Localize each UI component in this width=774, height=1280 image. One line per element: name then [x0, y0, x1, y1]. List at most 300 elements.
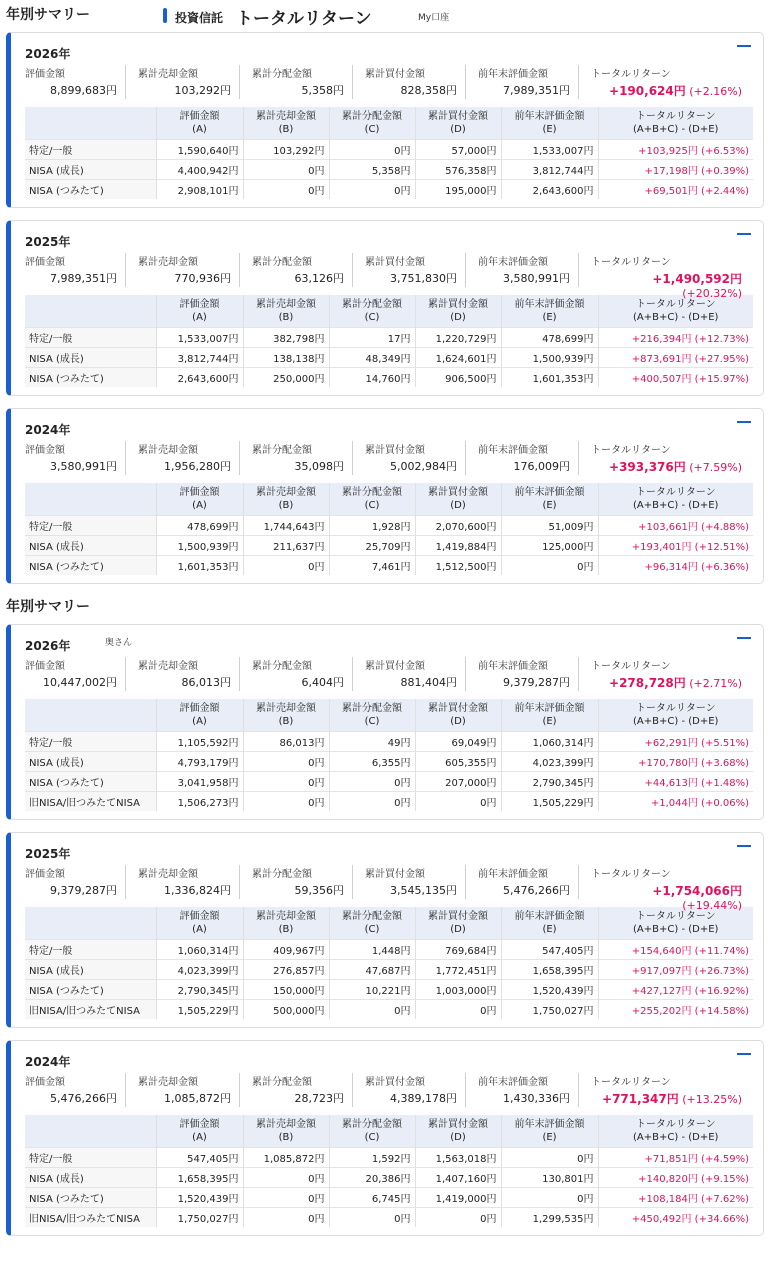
- summary-label: 累計買付金額: [365, 1077, 425, 1088]
- total-return-value: [591, 458, 742, 475]
- column-header-sub: (C): [364, 499, 380, 511]
- summary-value: 35,098円: [294, 460, 344, 473]
- column-header-sub: (D): [450, 499, 466, 511]
- column-header: [25, 107, 156, 139]
- total-return-cell: +44,613円 (+1.48%): [598, 771, 753, 791]
- column-header-title: 累計売却金額: [256, 702, 316, 714]
- amount-cell: 1,750,027円: [501, 999, 598, 1019]
- amount-cell: 0円: [329, 771, 415, 791]
- summary-item: [125, 865, 239, 899]
- column-header: [598, 1115, 753, 1147]
- amount-cell: 906,500円: [415, 367, 501, 387]
- amount-cell: 207,000円: [415, 771, 501, 791]
- table-row: [25, 1167, 753, 1187]
- summary-value: 63,126円: [294, 272, 344, 285]
- column-header: [25, 483, 156, 515]
- amount-cell: 1,520,439円: [156, 1187, 243, 1207]
- account-type-cell: 特定/一般: [25, 327, 156, 347]
- summary-value: 8,899,683円: [50, 84, 117, 97]
- summary-label: 累計売却金額: [138, 69, 198, 80]
- summary-item: [239, 865, 352, 899]
- amount-cell: 576,358円: [415, 159, 501, 179]
- amount-cell: 276,857円: [243, 959, 329, 979]
- total-return-cell: +69,501円 (+2.44%): [598, 179, 753, 199]
- year-label: 2025年: [25, 235, 71, 249]
- column-header: [415, 907, 501, 939]
- column-header: [156, 1115, 243, 1147]
- breakdown-table: [25, 295, 753, 387]
- amount-cell: 1,563,018円: [415, 1147, 501, 1167]
- column-header-title: 評価金額: [179, 486, 220, 498]
- summary-row: [25, 1073, 751, 1107]
- amount-cell: 1,003,000円: [415, 979, 501, 999]
- account-type-cell: 特定/一般: [25, 515, 156, 535]
- card-header: [25, 41, 751, 63]
- table-row: [25, 515, 753, 535]
- page-header: [0, 0, 774, 32]
- amount-cell: 2,790,345円: [156, 979, 243, 999]
- amount-cell: 1,505,229円: [501, 791, 598, 811]
- amount-cell: 17円: [329, 327, 415, 347]
- total-return-cell: +450,492円 (+34.66%): [598, 1207, 753, 1227]
- column-header-title: 前年末評価金額: [514, 910, 585, 922]
- summary-label: トータルリターン: [591, 661, 671, 672]
- amount-cell: 49円: [329, 731, 415, 751]
- summary-label: トータルリターン: [591, 869, 671, 880]
- account-type-cell: 特定/一般: [25, 939, 156, 959]
- total-return-cell: +103,925円 (+6.53%): [598, 139, 753, 159]
- column-header-sub: (C): [364, 1131, 380, 1143]
- total-return-cell: +17,198円 (+0.39%): [598, 159, 753, 179]
- amount-cell: 0円: [501, 555, 598, 575]
- amount-cell: 4,023,399円: [156, 959, 243, 979]
- breakdown-table: [25, 1115, 753, 1227]
- summary-item: [125, 657, 239, 691]
- summary-row: [25, 65, 751, 99]
- column-header-title: 前年末評価金額: [514, 110, 585, 122]
- summary-item: [352, 1073, 465, 1107]
- amount-cell: 20,386円: [329, 1167, 415, 1187]
- amount-cell: 1,624,601円: [415, 347, 501, 367]
- account-type-cell: NISA (成長): [25, 959, 156, 979]
- amount-cell: 0円: [415, 791, 501, 811]
- total-return-value: [591, 270, 742, 300]
- column-header-title: 評価金額: [179, 702, 220, 714]
- amount-cell: 2,790,345円: [501, 771, 598, 791]
- total-return-amount: +771,347円: [602, 1092, 679, 1106]
- summary-label: 前年末評価金額: [478, 869, 548, 880]
- amount-cell: 2,070,600円: [415, 515, 501, 535]
- table-row: [25, 535, 753, 555]
- summary-label: 累計買付金額: [365, 257, 425, 268]
- total-return-cell: +96,314円 (+6.36%): [598, 555, 753, 575]
- total-return-amount: +393,376円: [609, 460, 686, 474]
- amount-cell: 6,355円: [329, 751, 415, 771]
- total-return-percent: (+20.32%): [682, 287, 742, 300]
- table-row: [25, 139, 753, 159]
- column-header-sub: (B): [278, 715, 294, 727]
- summary-item: [239, 1073, 352, 1107]
- table-row: [25, 959, 753, 979]
- summary-item: [125, 441, 239, 475]
- column-header-sub: (C): [364, 123, 380, 135]
- account-type-cell: NISA (成長): [25, 1167, 156, 1187]
- table-header-row: [25, 699, 753, 731]
- total-return-value: [591, 674, 742, 691]
- column-header: [329, 907, 415, 939]
- column-header-title: トータルリターン: [635, 298, 716, 310]
- column-header-title: 評価金額: [179, 1118, 220, 1130]
- amount-cell: 0円: [415, 1207, 501, 1227]
- summary-label: 累計売却金額: [138, 869, 198, 880]
- summary-label: 評価金額: [25, 69, 65, 80]
- summary-label: 累計買付金額: [365, 869, 425, 880]
- summary-value: 828,358円: [400, 84, 457, 97]
- amount-cell: 10,221円: [329, 979, 415, 999]
- summary-item: [239, 441, 352, 475]
- table-row: [25, 367, 753, 387]
- summary-value: 3,580,991円: [50, 460, 117, 473]
- summary-item: [352, 441, 465, 475]
- amount-cell: 250,000円: [243, 367, 329, 387]
- summary-item: [578, 65, 750, 99]
- summary-value: 881,404円: [400, 676, 457, 689]
- column-header-title: 累計分配金額: [342, 298, 402, 310]
- amount-cell: 3,812,744円: [501, 159, 598, 179]
- column-header: [156, 295, 243, 327]
- column-header-title: 累計売却金額: [256, 486, 316, 498]
- column-header-sub: (A): [192, 123, 207, 135]
- column-header-sub: (A): [192, 715, 207, 727]
- amount-cell: 0円: [329, 791, 415, 811]
- column-header-title: 累計分配金額: [342, 910, 402, 922]
- summary-item: [239, 253, 352, 287]
- summary-value: 770,936円: [174, 272, 231, 285]
- amount-cell: 1,299,535円: [501, 1207, 598, 1227]
- amount-cell: 48,349円: [329, 347, 415, 367]
- table-row: [25, 327, 753, 347]
- account-label: My口座: [418, 13, 450, 23]
- column-header: [598, 483, 753, 515]
- amount-cell: 14,760円: [329, 367, 415, 387]
- column-header-sub: (A+B+C) - (D+E): [633, 123, 719, 135]
- collapse-icon[interactable]: [737, 233, 751, 235]
- amount-cell: 0円: [243, 1207, 329, 1227]
- account-type-cell: 特定/一般: [25, 139, 156, 159]
- year-label: 2026年: [25, 47, 71, 61]
- column-header-sub: (D): [450, 923, 466, 935]
- section-title-2: 年別サマリー: [6, 599, 90, 615]
- column-header-title: 累計分配金額: [342, 110, 402, 122]
- amount-cell: 1,533,007円: [156, 327, 243, 347]
- table-header-row: [25, 107, 753, 139]
- card-header: [25, 841, 751, 863]
- summary-item: [125, 65, 239, 99]
- summary-value: 59,356円: [294, 884, 344, 897]
- tab-investment-trust[interactable]: 投資信託: [175, 11, 224, 25]
- column-header-sub: (B): [278, 1131, 294, 1143]
- total-return-amount: +278,728円: [609, 676, 686, 690]
- column-header-title: 累計売却金額: [256, 110, 316, 122]
- amount-cell: 1,419,884円: [415, 535, 501, 555]
- summary-label: 累計分配金額: [252, 1077, 312, 1088]
- total-return-amount: +190,624円: [609, 84, 686, 98]
- amount-cell: 1,772,451円: [415, 959, 501, 979]
- summary-value: 5,358円: [301, 84, 344, 97]
- amount-cell: 1,448円: [329, 939, 415, 959]
- breakdown-table: [25, 107, 753, 199]
- table-row: [25, 979, 753, 999]
- amount-cell: 4,023,399円: [501, 751, 598, 771]
- summary-value: 10,447,002円: [43, 676, 117, 689]
- amount-cell: 1,407,160円: [415, 1167, 501, 1187]
- summary-value: 1,430,336円: [503, 1092, 570, 1105]
- column-header-title: 前年末評価金額: [514, 486, 585, 498]
- summary-value: 5,002,984円: [390, 460, 457, 473]
- table-row: [25, 159, 753, 179]
- column-header-title: 累計売却金額: [256, 298, 316, 310]
- column-header: [243, 907, 329, 939]
- table-row: [25, 1147, 753, 1167]
- account-type-cell: NISA (成長): [25, 535, 156, 555]
- amount-cell: 1,744,643円: [243, 515, 329, 535]
- amount-cell: 2,908,101円: [156, 179, 243, 199]
- summary-value: 1,085,872円: [164, 1092, 231, 1105]
- amount-cell: 1,533,007円: [501, 139, 598, 159]
- summary-label: 累計分配金額: [252, 869, 312, 880]
- column-header: [415, 483, 501, 515]
- column-header: [25, 295, 156, 327]
- total-return-cell: +1,044円 (+0.06%): [598, 791, 753, 811]
- summary-item: [239, 657, 352, 691]
- account-type-cell: NISA (つみたて): [25, 979, 156, 999]
- year-label: 2024年: [25, 1055, 71, 1069]
- summary-value: 86,013円: [181, 676, 231, 689]
- summary-label: 累計分配金額: [252, 661, 312, 672]
- column-header: [415, 295, 501, 327]
- amount-cell: 0円: [243, 771, 329, 791]
- account-type-cell: NISA (つみたて): [25, 1187, 156, 1207]
- column-header-title: トータルリターン: [635, 1118, 716, 1130]
- column-header-title: 累計買付金額: [428, 1118, 488, 1130]
- column-header-title: 累計分配金額: [342, 1118, 402, 1130]
- summary-item: [25, 65, 125, 99]
- column-header: [501, 295, 598, 327]
- column-header-title: 累計買付金額: [428, 298, 488, 310]
- column-header-sub: (B): [278, 923, 294, 935]
- summary-row: [25, 441, 751, 475]
- total-return-amount: +1,754,066円: [652, 884, 742, 898]
- summary-item: [25, 865, 125, 899]
- summary-label: 累計売却金額: [138, 1077, 198, 1088]
- column-header: [501, 1115, 598, 1147]
- column-header-sub: (A+B+C) - (D+E): [633, 1131, 719, 1143]
- collapse-icon[interactable]: [737, 637, 751, 639]
- year-card: [6, 832, 764, 1028]
- column-header-title: 前年末評価金額: [514, 298, 585, 310]
- column-header-sub: (A+B+C) - (D+E): [633, 715, 719, 727]
- total-return-cell: +427,127円 (+16.92%): [598, 979, 753, 999]
- amount-cell: 478,699円: [156, 515, 243, 535]
- tab-marker: [163, 8, 167, 23]
- collapse-icon[interactable]: [737, 421, 751, 423]
- column-header-sub: (E): [542, 123, 557, 135]
- summary-value: 7,989,351円: [503, 84, 570, 97]
- amount-cell: 125,000円: [501, 535, 598, 555]
- column-header: [501, 107, 598, 139]
- summary-label: トータルリターン: [591, 257, 671, 268]
- total-return-cell: +62,291円 (+5.51%): [598, 731, 753, 751]
- summary-row: [25, 253, 751, 300]
- summary-label: 評価金額: [25, 257, 65, 268]
- year-card: [6, 220, 764, 396]
- card-header: [25, 1049, 751, 1071]
- column-header: [243, 699, 329, 731]
- breakdown-table: [25, 907, 753, 1019]
- total-return-percent: (+2.71%): [689, 677, 742, 690]
- column-header-title: 累計売却金額: [256, 910, 316, 922]
- column-header-sub: (E): [542, 311, 557, 323]
- year-card: [6, 1040, 764, 1236]
- summary-label: 前年末評価金額: [478, 1077, 548, 1088]
- table-row: [25, 999, 753, 1019]
- summary-row: [25, 865, 751, 912]
- total-return-cell: +917,097円 (+26.73%): [598, 959, 753, 979]
- total-return-value: [591, 882, 742, 912]
- summary-item: [239, 65, 352, 99]
- column-header-title: 前年末評価金額: [514, 1118, 585, 1130]
- table-row: [25, 771, 753, 791]
- column-header: [156, 907, 243, 939]
- summary-item: [465, 1073, 578, 1107]
- amount-cell: 1,060,314円: [156, 939, 243, 959]
- account-type-cell: 旧NISA/旧つみたてNISA: [25, 999, 156, 1019]
- summary-value: 3,751,830円: [390, 272, 457, 285]
- account-type-cell: NISA (成長): [25, 347, 156, 367]
- table-header-row: [25, 483, 753, 515]
- amount-cell: 0円: [243, 791, 329, 811]
- amount-cell: 1,590,640円: [156, 139, 243, 159]
- amount-cell: 0円: [415, 999, 501, 1019]
- amount-cell: 2,643,600円: [501, 179, 598, 199]
- table-row: [25, 751, 753, 771]
- account-type-cell: 旧NISA/旧つみたてNISA: [25, 1207, 156, 1227]
- column-header-sub: (D): [450, 1131, 466, 1143]
- column-header: [25, 1115, 156, 1147]
- summary-label: 評価金額: [25, 1077, 65, 1088]
- collapse-icon[interactable]: [737, 45, 751, 47]
- summary-item: [578, 657, 750, 691]
- summary-value: 28,723円: [294, 1092, 344, 1105]
- total-return-percent: (+7.59%): [689, 461, 742, 474]
- amount-cell: 0円: [243, 179, 329, 199]
- amount-cell: 25,709円: [329, 535, 415, 555]
- summary-value: 9,379,287円: [503, 676, 570, 689]
- column-header-title: トータルリターン: [635, 110, 716, 122]
- amount-cell: 195,000円: [415, 179, 501, 199]
- total-return-percent: (+13.25%): [682, 1093, 742, 1106]
- summary-item: [465, 253, 578, 287]
- summary-item: [465, 441, 578, 475]
- table-row: [25, 731, 753, 751]
- total-return-percent: (+19.44%): [682, 899, 742, 912]
- amount-cell: 0円: [243, 1167, 329, 1187]
- summary-label: 累計分配金額: [252, 257, 312, 268]
- column-header: [598, 107, 753, 139]
- owner-label: 奥さん: [105, 638, 133, 648]
- collapse-icon[interactable]: [737, 845, 751, 847]
- amount-cell: 0円: [501, 1147, 598, 1167]
- amount-cell: 1,601,353円: [501, 367, 598, 387]
- column-header-sub: (E): [542, 1131, 557, 1143]
- card-header: [25, 229, 751, 251]
- summary-item: [25, 253, 125, 287]
- table-row: [25, 555, 753, 575]
- account-type-cell: NISA (成長): [25, 159, 156, 179]
- column-header: [329, 699, 415, 731]
- summary-label: トータルリターン: [591, 69, 671, 80]
- account-type-cell: NISA (つみたて): [25, 771, 156, 791]
- column-header-title: 累計分配金額: [342, 486, 402, 498]
- section-title: 年別サマリー: [6, 7, 90, 23]
- column-header-title: 累計分配金額: [342, 702, 402, 714]
- amount-cell: 0円: [243, 159, 329, 179]
- collapse-icon[interactable]: [737, 1053, 751, 1055]
- year-label: 2026年: [25, 639, 71, 653]
- total-return-value: [591, 82, 742, 99]
- amount-cell: 1,520,439円: [501, 979, 598, 999]
- amount-cell: 3,812,744円: [156, 347, 243, 367]
- account-type-cell: 特定/一般: [25, 731, 156, 751]
- column-header-sub: (C): [364, 715, 380, 727]
- summary-label: 評価金額: [25, 445, 65, 456]
- summary-label: 累計分配金額: [252, 69, 312, 80]
- summary-label: 前年末評価金額: [478, 445, 548, 456]
- column-header-title: 累計買付金額: [428, 910, 488, 922]
- column-header-sub: (C): [364, 923, 380, 935]
- amount-cell: 409,967円: [243, 939, 329, 959]
- amount-cell: 3,041,958円: [156, 771, 243, 791]
- total-return-cell: +170,780円 (+3.68%): [598, 751, 753, 771]
- amount-cell: 0円: [329, 999, 415, 1019]
- year-card: [6, 624, 764, 820]
- column-header: [243, 483, 329, 515]
- column-header-title: トータルリターン: [635, 702, 716, 714]
- summary-label: 前年末評価金額: [478, 69, 548, 80]
- summary-item: [465, 865, 578, 899]
- summary-value: 7,989,351円: [50, 272, 117, 285]
- year-card: [6, 32, 764, 208]
- summary-value: 1,336,824円: [164, 884, 231, 897]
- total-return-cell: +140,820円 (+9.15%): [598, 1167, 753, 1187]
- amount-cell: 0円: [329, 139, 415, 159]
- total-return-cell: +255,202円 (+14.58%): [598, 999, 753, 1019]
- table-row: [25, 939, 753, 959]
- amount-cell: 1,085,872円: [243, 1147, 329, 1167]
- summary-label: 累計買付金額: [365, 445, 425, 456]
- summary-value: 9,379,287円: [50, 884, 117, 897]
- summary-label: 評価金額: [25, 661, 65, 672]
- amount-cell: 478,699円: [501, 327, 598, 347]
- amount-cell: 1,105,592円: [156, 731, 243, 751]
- amount-cell: 0円: [501, 1187, 598, 1207]
- column-header-title: トータルリターン: [635, 486, 716, 498]
- column-header-sub: (A+B+C) - (D+E): [633, 311, 719, 323]
- summary-item: [352, 657, 465, 691]
- amount-cell: 1,592円: [329, 1147, 415, 1167]
- column-header-title: トータルリターン: [635, 910, 716, 922]
- summary-item: [352, 65, 465, 99]
